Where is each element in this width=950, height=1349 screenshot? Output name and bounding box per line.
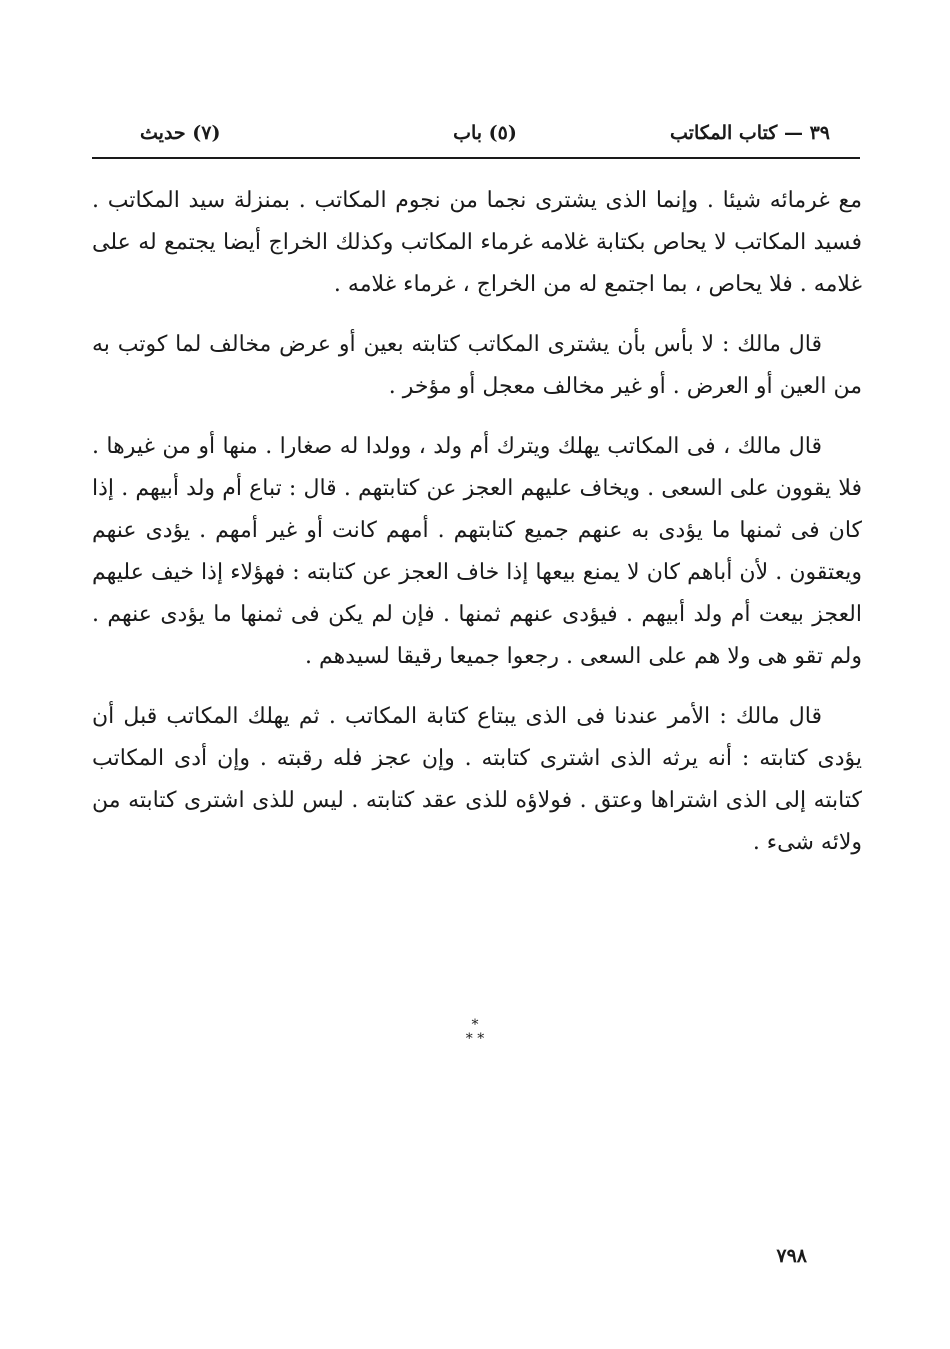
section-separator xyxy=(445,1018,505,1058)
separator-top: * xyxy=(471,1017,479,1033)
paragraph-malik-3: قال مالك : الأمر عندنا فى الذى يبتاع كتابة المكاتب . ثم يهلك المكاتب قبل أن يؤدى كتابته : أنه يرثه الذى اشترى كتابته . وإن عجز فله رقبته . وإن أدى المكاتب كتابته إلى الذى اشتراها وعتق . فولاؤه للذى عقد كتابته . ليس للذى اشترى كتابته من ولائه شىء . xyxy=(92,704,862,855)
paragraph-continuation: مع غرمائه شيئا . وإنما الذى يشترى نجما من نجوم المكاتب . بمنزلة سيد المكاتب . فسيد المكاتب لا يحاص بكتابة غلامه غرماء المكاتب وكذلك الخراج أيضا يجتمع له على غلامه . فلا يحاص ، بما اجتمع له من الخراج ، غرماء غلامه . xyxy=(92,188,862,297)
running-header xyxy=(140,122,830,156)
page-number: ٧٩٨ xyxy=(776,1245,807,1267)
header-rule xyxy=(92,157,860,159)
paragraph-malik-1: قال مالك : لا بأس بأن يشترى المكاتب كتابته بعين أو عرض مخالف لما كوتب به من العين أو العرض . أو غير مخالف معجل أو مؤخر . xyxy=(92,332,862,399)
main-text xyxy=(92,180,862,882)
chapter-label: (٥) باب xyxy=(453,122,517,144)
hadith-label: (٧) حديث xyxy=(140,122,221,144)
book-title: ٣٩ — كتاب المكاتب xyxy=(670,122,830,144)
paragraph-malik-2: قال مالك ، فى المكاتب يهلك ويترك أم ولد ، وولدا له صغارا . منها أو من غيرها . فلا يقوون على السعى . ويخاف عليهم العجز عن كتابتهم . قال : تباع أم ولد أبيهم . إذا كان فى ثمنها ما يؤدى به عنهم جميع كتابتهم . أمهم كانت أو غير أمهم . يؤدى عنهم ويعتقون . لأن أباهم كان لا يمنع بيعها إذا خاف العجز عن كتابته : فهؤلاء إذا خيف عليهم العجز بيعت أم ولد أبيهم . فيؤدى عنهم ثمنها . فإن لم يكن فى ثمنها ما يؤدى عنهم . ولم تقو هى ولا هم على السعى . رجعوا جميعا رقيقا لسيدهم . xyxy=(92,434,862,669)
separator-bottom: * * xyxy=(465,1031,485,1047)
